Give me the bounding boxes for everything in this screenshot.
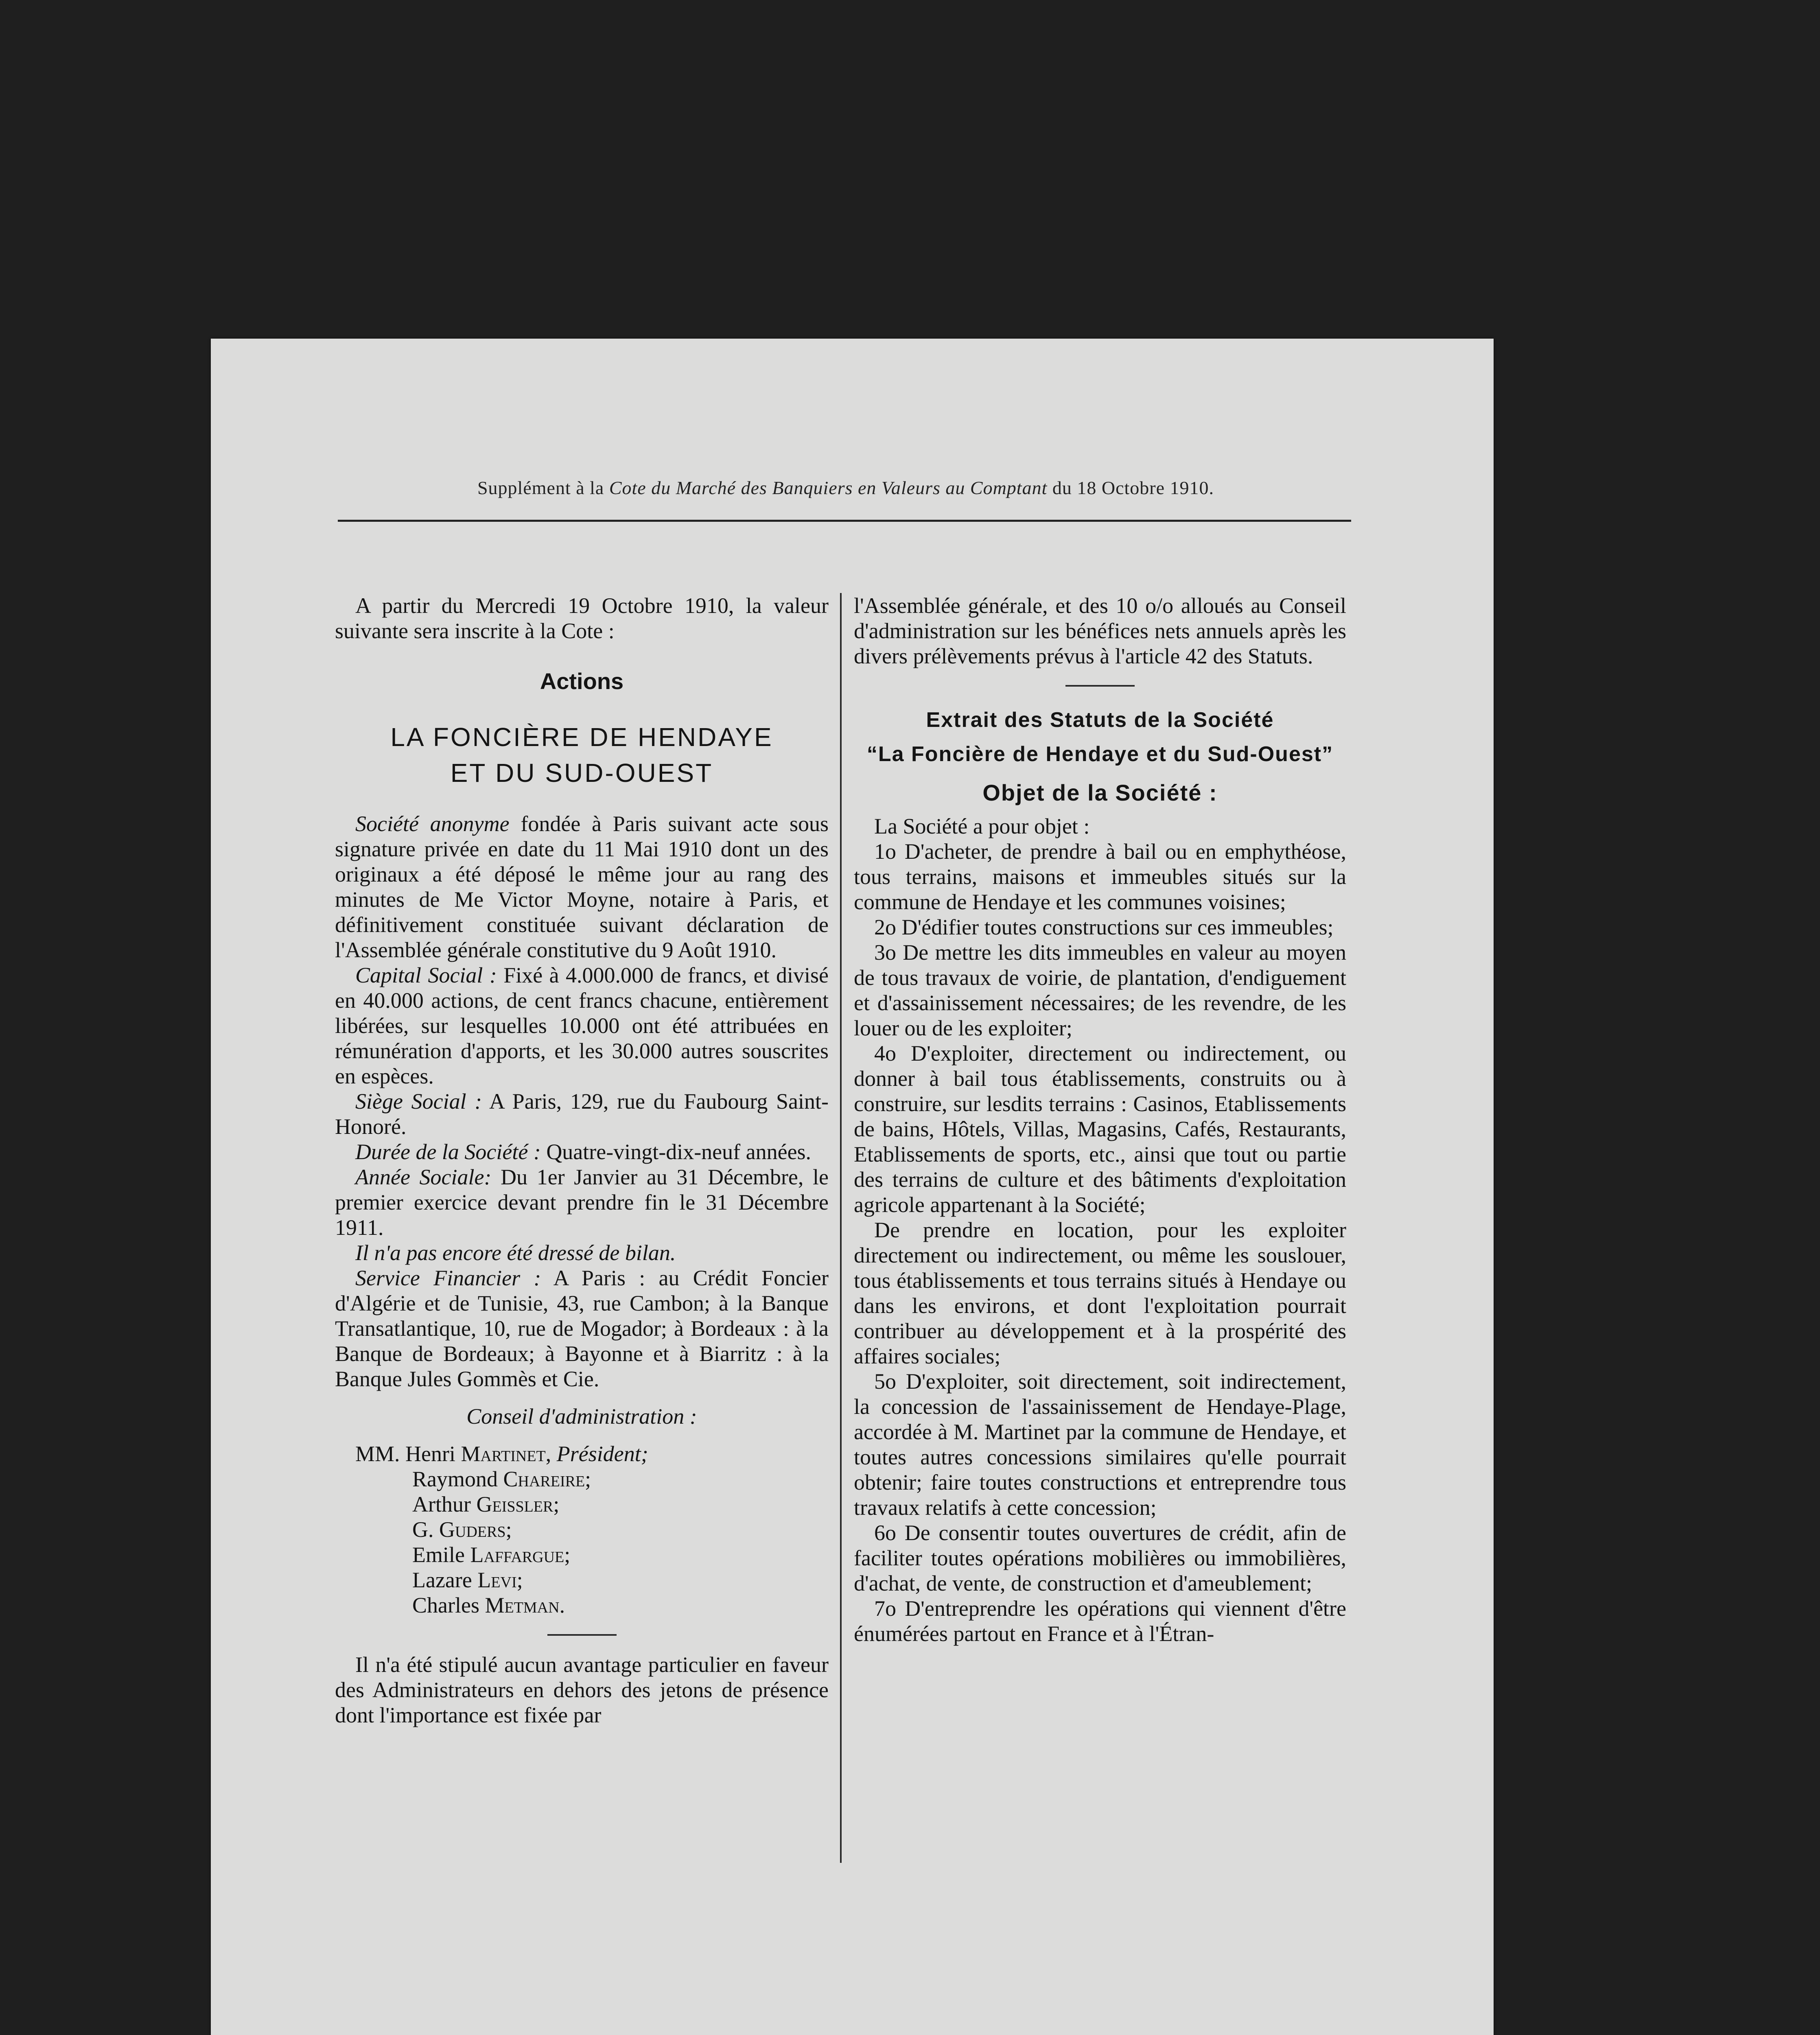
extrait-heading-line2: “La Foncière de Hendaye et du Sud-Ouest” — [866, 742, 1334, 766]
annee-text: Du 1er Janvier au 31 Décembre, le premier exercice devant prendre fin le 31 Décembre 1911. — [335, 1165, 829, 1240]
closing-paragraph: Il n'a été stipulé aucun avantage particulier en faveur des Administrateurs en dehors des jetons de présence dont l'importance est fixée par — [335, 1652, 829, 1727]
continuation-paragraph: l'Assemblée générale, et des 10 o/o alloués au Conseil d'administration sur les bénéfices nets annuels après les divers prélèvements prévus à l'article 42 des Statuts. — [854, 593, 1346, 668]
document-page — [211, 339, 1494, 2035]
societe-label: Société anonyme — [355, 812, 510, 836]
objet-item: De prendre en location, pour les exploiter directement ou indirectement, ou même les souslouer, tous établissements et tous terrains situés à Hendaye ou dans les environs, et dont l'exploitation pourrait contribuer au développement et à la prospérité des affaires sociales; — [854, 1218, 1346, 1368]
bilan-text: Il n'a pas encore été dressé de bilan. — [355, 1241, 676, 1265]
conseil-heading: Conseil d'administration : — [466, 1404, 697, 1429]
objet-intro: La Société a pour objet : — [874, 814, 1090, 838]
objet-item: 6o De consentir toutes ouvertures de crédit, afin de faciliter toutes opérations mobilières ou immobilières, d'achat, de vente, de construction et d'ameublement; — [854, 1521, 1346, 1595]
left-column — [335, 593, 829, 1728]
service-text: A Paris : au Crédit Foncier d'Algérie et de Tunisie, 43, rue Cambon; à la Banque Transatlantique, 10, rue de Mogador; à Bordeaux : à la Banque de Bordeaux; à Bayonne et à Biarritz : à la Banque Jules Gommès et Cie. — [335, 1266, 829, 1391]
company-name-line1: LA FONCIÈRE DE HENDAYE — [390, 722, 773, 752]
company-name-line2: ET DU SUD-OUEST — [450, 758, 713, 788]
objet-heading: Objet de la Société : — [982, 780, 1218, 805]
capital-label: Capital Social : — [355, 963, 497, 987]
column-divider — [840, 593, 842, 1863]
objet-item: 1o D'acheter, de prendre à bail ou en emphythéose, tous terrains, maisons et immeubles situés sur la commune de Hendaye et les communes voisines; — [854, 839, 1346, 914]
board-member: Raymond Chareire; — [412, 1467, 591, 1491]
objet-item: 3o De mettre les dits immeubles en valeur au moyen de tous travaux de voirie, de plantation, d'endiguement et d'assainissement nécessaires; de les revendre, de les louer ou de les exploiter; — [854, 940, 1346, 1040]
president-name: Martinet — [461, 1442, 546, 1466]
header-rule — [338, 520, 1351, 522]
siege-text: A Paris, 129, rue du Faubourg Saint-Honoré. — [335, 1089, 829, 1139]
board-member: G. Guders; — [412, 1517, 512, 1542]
board-member: Charles Metman. — [412, 1593, 565, 1617]
header-post: du 18 Octobre 1910. — [1047, 477, 1214, 498]
duree-text: Quatre-vingt-dix-neuf années. — [540, 1140, 812, 1164]
objet-item: 7o D'entreprendre les opérations qui viennent d'être énumérées partout en France et à l'Étran- — [854, 1596, 1346, 1646]
president-title: Président; — [556, 1442, 648, 1466]
service-label: Service Financier : — [355, 1266, 541, 1290]
board-members-list — [355, 1441, 829, 1618]
duree-label: Durée de la Société : — [355, 1140, 541, 1164]
board-member: Arthur Geissler; — [412, 1492, 560, 1516]
objet-item: 5o D'exploiter, soit directement, soit indirectement, la concession de l'assainissement de Hendaye-Plage, accordée à M. Martinet par la commune de Hendaye, et toutes autres concessions similaires qu'elle pourrait obtenir; faire toutes constructions et entreprendre tous travaux relatifs à cette concession; — [854, 1369, 1346, 1520]
intro-paragraph: A partir du Mercredi 19 Octobre 1910, la valeur suivante sera inscrite à la Cote : — [335, 593, 829, 643]
bilan-paragraph — [335, 1240, 829, 1265]
service-paragraph — [335, 1265, 829, 1392]
extrait-heading-line1: Extrait des Statuts de la Société — [926, 708, 1274, 732]
board-president: MM. Henri Martinet, Président; — [355, 1442, 648, 1466]
objet-item: 4o D'exploiter, directement ou indirectement, ou donner à bail tous établissements, construits ou à construire, sur lesdits terrains : Casinos, Etablissements de bains, Hôtels, Villas, Magasins, Cafés, Restaurants, Etablissements de sports, etc., ainsi que tout ou partie des terrains de culture et des bâtiments d'exploitation agricole appartenant à la Société; — [854, 1041, 1346, 1217]
page-header — [337, 477, 1354, 499]
header-pre: Supplément à la — [477, 477, 609, 498]
societe-text: fondée à Paris suivant acte sous signature privée en date du 11 Mai 1910 dont un des originaux a été déposé le même jour au rang des minutes de Me Victor Moyne, notaire à Paris, et définitivement constituée suivant déclaration de l'Assemblée générale constitutive du 9 Août 1910. — [335, 812, 829, 962]
capital-text: Fixé à 4.000.000 de francs, et divisé en 40.000 actions, de cent francs chacune, entièrement libérées, sur lesquelles 10.000 ont été attribuées en rémunération d'apports, et les 30.000 autres souscrites en espèces. — [335, 963, 829, 1088]
section-divider — [1065, 685, 1135, 687]
board-member: Lazare Levi; — [412, 1568, 523, 1592]
annee-paragraph — [335, 1164, 829, 1240]
right-column — [854, 593, 1346, 1646]
duree-paragraph — [335, 1139, 829, 1164]
capital-paragraph — [335, 963, 829, 1089]
siege-label: Siège Social : — [355, 1089, 482, 1114]
societe-paragraph — [335, 811, 829, 963]
section-divider — [547, 1634, 617, 1636]
header-italic: Cote du Marché des Banquiers en Valeurs au Comptant — [609, 477, 1048, 498]
board-member: Emile Laffargue; — [412, 1543, 571, 1567]
heading-actions: Actions — [540, 668, 624, 694]
objet-item: 2o D'édifier toutes constructions sur ces immeubles; — [874, 915, 1334, 939]
annee-label: Année Sociale: — [355, 1165, 492, 1189]
siege-paragraph — [335, 1089, 829, 1139]
